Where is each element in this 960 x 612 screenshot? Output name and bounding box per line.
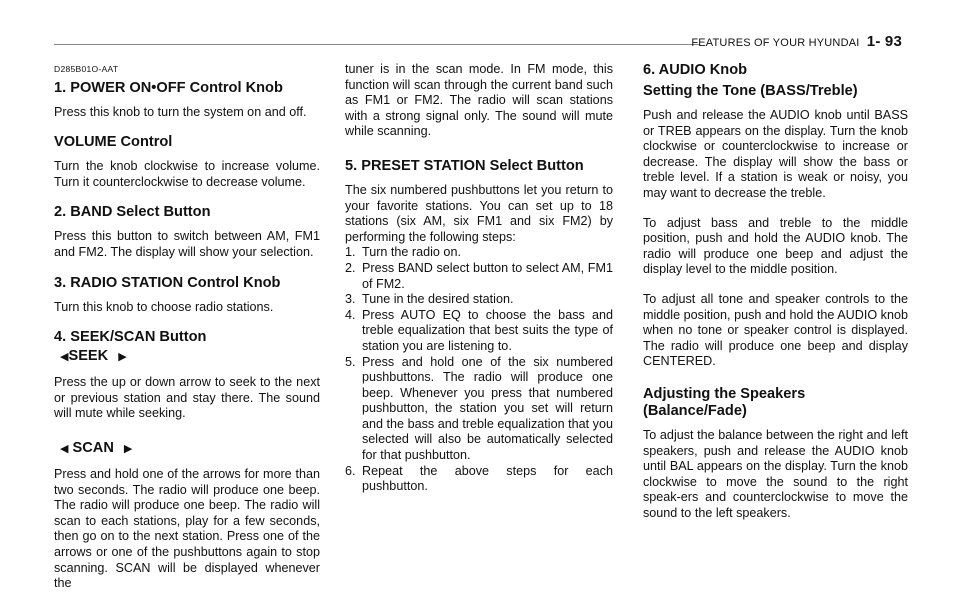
radio-station-heading: 3. RADIO STATION Control Knob	[54, 274, 281, 291]
band-text: Press this button to switch between AM, FM1 and FM2. The display will show your selection.	[54, 229, 320, 259]
page-number: 1- 93	[866, 33, 902, 50]
preset-heading: 5. PRESET STATION Select Button	[345, 157, 584, 174]
column-1	[54, 62, 320, 592]
left-arrow-icon: ◀	[60, 351, 69, 364]
preset-steps	[345, 245, 613, 495]
list-item: 5. Press and hold one of the six numbered pushbuttons. The radio will produce one beep. Whenever you press that numbered pushbutton, the station you set will return and the bass and treble equalization that you selected will also be automatically selected for that pushbutton.	[345, 354, 613, 463]
section-code: D285B01O-AAT	[54, 64, 119, 74]
list-item: 3. Tune in the desired station.	[345, 292, 514, 307]
power-knob-text: Press this knob to turn the system on and off.	[54, 104, 307, 119]
radio-station-text: Turn this knob to choose radio stations.	[54, 299, 274, 314]
volume-heading: VOLUME Control	[54, 134, 173, 151]
scan-continued-text: tuner is in the scan mode. In FM mode, this function will scan through the current band such as FM1 or FM2. The radio will scan stations with a strong signal only. The sound will mute while scanning.	[345, 62, 613, 139]
column-3	[643, 62, 908, 521]
list-item: 4. Press AUTO EQ to choose the bass and treble equalization that best suits the type of station you are listening to.	[345, 307, 613, 353]
preset-intro: The six numbered pushbuttons let you return to your favorite stations. You can set up to 18 stations (six AM, six FM1 and six FM2) by performing the following steps:	[345, 182, 613, 244]
seek-label-line	[60, 348, 320, 366]
power-knob-heading: 1. POWER ON•OFF Control Knob	[54, 79, 283, 96]
tone-text-3: To adjust all tone and speaker controls to the middle position, push and hold the AUDIO knob when no tone or speaker control is displayed. The radio will produce one beep and display CENTERED.	[643, 291, 908, 369]
seek-scan-heading: 4. SEEK/SCAN Button	[54, 329, 207, 346]
speakers-text: To adjust the balance between the right and left speakers, push and release the AUDIO knob until BAL appears on the display. Turn the knob clockwise to move the sound to the right speak-ers and counterclockwise to move the sound to the left speakers.	[643, 427, 908, 520]
band-heading: 2. BAND Select Button	[54, 204, 211, 221]
seek-text: Press the up or down arrow to seek to the next or previous station and stay there. The sound will mute while seeking.	[54, 375, 320, 421]
header-title: FEATURES OF YOUR HYUNDAI	[691, 37, 860, 49]
right-arrow-icon: ▶	[118, 351, 127, 364]
list-item: 6. Repeat the above steps for each pushbutton.	[345, 463, 613, 494]
scan-label-line	[60, 440, 320, 458]
header-rule	[54, 44, 700, 45]
seek-label: SEEK	[68, 348, 109, 365]
tone-text-1: Push and release the AUDIO knob until BASS or TREB appears on the display. Turn the knob clockwise or counterclockwise to increase or decrease. The display will show the bass or treble level. If a station is weak or noisy, you may want to decrease the treble.	[643, 108, 908, 200]
column-2	[345, 62, 613, 495]
speakers-heading: Adjusting the Speakers (Balance/Fade)	[643, 385, 806, 419]
page-header	[691, 33, 902, 50]
list-item: 2. Press BAND select button to select AM, FM1 of FM2.	[345, 260, 613, 291]
tone-heading: Setting the Tone (BASS/Treble)	[643, 83, 858, 99]
left-arrow-icon: ◀	[60, 442, 69, 455]
right-arrow-icon: ▶	[123, 442, 133, 455]
list-item: 1. Turn the radio on.	[345, 245, 461, 260]
scan-label: SCAN	[72, 439, 114, 456]
tone-text-2: To adjust bass and treble to the middle position, push and hold the AUDIO knob. The radio will produce one beep and adjust the display level to the middle position.	[643, 215, 908, 277]
volume-text: Turn the knob clockwise to increase volume. Turn it counterclockwise to decrease volume.	[54, 159, 320, 189]
audio-knob-heading: 6. AUDIO Knob	[643, 62, 748, 78]
scan-text: Press and hold one of the arrows for more than two seconds. The radio will produce one beep. The radio will produce one beep. The radio will scan to each stations, play for a few seconds, then go on to the next station. Press one of the arrows or one of the pushbuttons again to stop scanning. SCAN will be displayed whenever the	[54, 466, 320, 591]
